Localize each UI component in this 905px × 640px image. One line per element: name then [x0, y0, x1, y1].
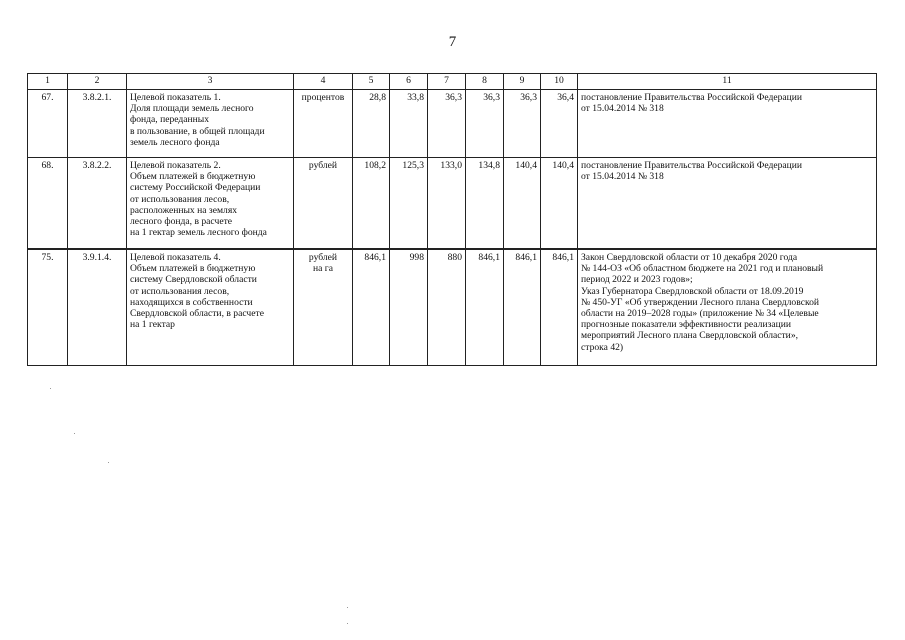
header-cell: 4 [294, 74, 353, 90]
header-cell: 3 [127, 74, 294, 90]
value-cell: 33,8 [390, 90, 428, 158]
header-cell: 2 [68, 74, 127, 90]
table-row [28, 249, 877, 366]
value-cell: 36,3 [466, 90, 504, 158]
value-cell: 36,4 [541, 90, 578, 158]
legal-source: Закон Свердловской области от 10 декабря 2020 года № 144-ОЗ «Об областном бюджете на 2021 год и плановый период 2022 и 2023 годов»; Указ Губернатора Свердловской области от 18.09.2019 № 450-УГ «Об утверждении Лесного плана Свердловской области на 2019–2028 годы» (приложение № 34 «Целевые прогнозные показатели эффективности реализации мероприятий Лесного плана Свердловской области», строка 42) [578, 249, 877, 366]
value-cell: 133,0 [428, 158, 466, 250]
value-cell: 846,1 [466, 249, 504, 366]
value-cell: 36,3 [428, 90, 466, 158]
unit: процентов [294, 90, 353, 158]
table-row [28, 158, 877, 250]
header-cell: 11 [578, 74, 877, 90]
scan-speck [50, 388, 51, 389]
table-row [28, 90, 877, 158]
indicator-name: Целевой показатель 2. Объем платежей в бюджетную систему Российской Федерации от использования лесов, расположенных на землях лесного фонда, в расчете на 1 гектар земель лесного фонда [127, 158, 294, 250]
value-cell: 108,2 [353, 158, 390, 250]
legal-source: постановление Правительства Российской Федерации от 15.04.2014 № 318 [578, 158, 877, 250]
header-cell: 10 [541, 74, 578, 90]
value-cell: 134,8 [466, 158, 504, 250]
row-code: 3.9.1.4. [68, 249, 127, 366]
scan-speck [347, 623, 348, 624]
scan-speck [347, 607, 348, 608]
legal-source: постановление Правительства Российской Федерации от 15.04.2014 № 318 [578, 90, 877, 158]
header-row [28, 74, 877, 90]
row-code: 3.8.2.1. [68, 90, 127, 158]
scan-speck [74, 433, 75, 434]
header-cell: 9 [504, 74, 541, 90]
value-cell: 846,1 [504, 249, 541, 366]
unit: рублей на га [294, 249, 353, 366]
indicators-table [27, 73, 877, 366]
value-cell: 846,1 [353, 249, 390, 366]
header-cell: 5 [353, 74, 390, 90]
page-number: 7 [448, 34, 457, 50]
unit: рублей [294, 158, 353, 250]
row-code: 3.8.2.2. [68, 158, 127, 250]
row-number: 68. [28, 158, 68, 250]
indicator-name: Целевой показатель 4. Объем платежей в бюджетную систему Свердловской области от использования лесов, находящихся в собственности Свердловской области, в расчете на 1 гектар [127, 249, 294, 366]
value-cell: 125,3 [390, 158, 428, 250]
header-cell: 8 [466, 74, 504, 90]
scan-speck [108, 462, 109, 463]
header-cell: 7 [428, 74, 466, 90]
row-number: 67. [28, 90, 68, 158]
value-cell: 36,3 [504, 90, 541, 158]
value-cell: 846,1 [541, 249, 578, 366]
value-cell: 880 [428, 249, 466, 366]
indicator-name: Целевой показатель 1. Доля площади земель лесного фонда, переданных в пользование, в общей площади земель лесного фонда [127, 90, 294, 158]
row-number: 75. [28, 249, 68, 366]
value-cell: 28,8 [353, 90, 390, 158]
value-cell: 140,4 [541, 158, 578, 250]
value-cell: 140,4 [504, 158, 541, 250]
header-cell: 1 [28, 74, 68, 90]
header-cell: 6 [390, 74, 428, 90]
value-cell: 998 [390, 249, 428, 366]
